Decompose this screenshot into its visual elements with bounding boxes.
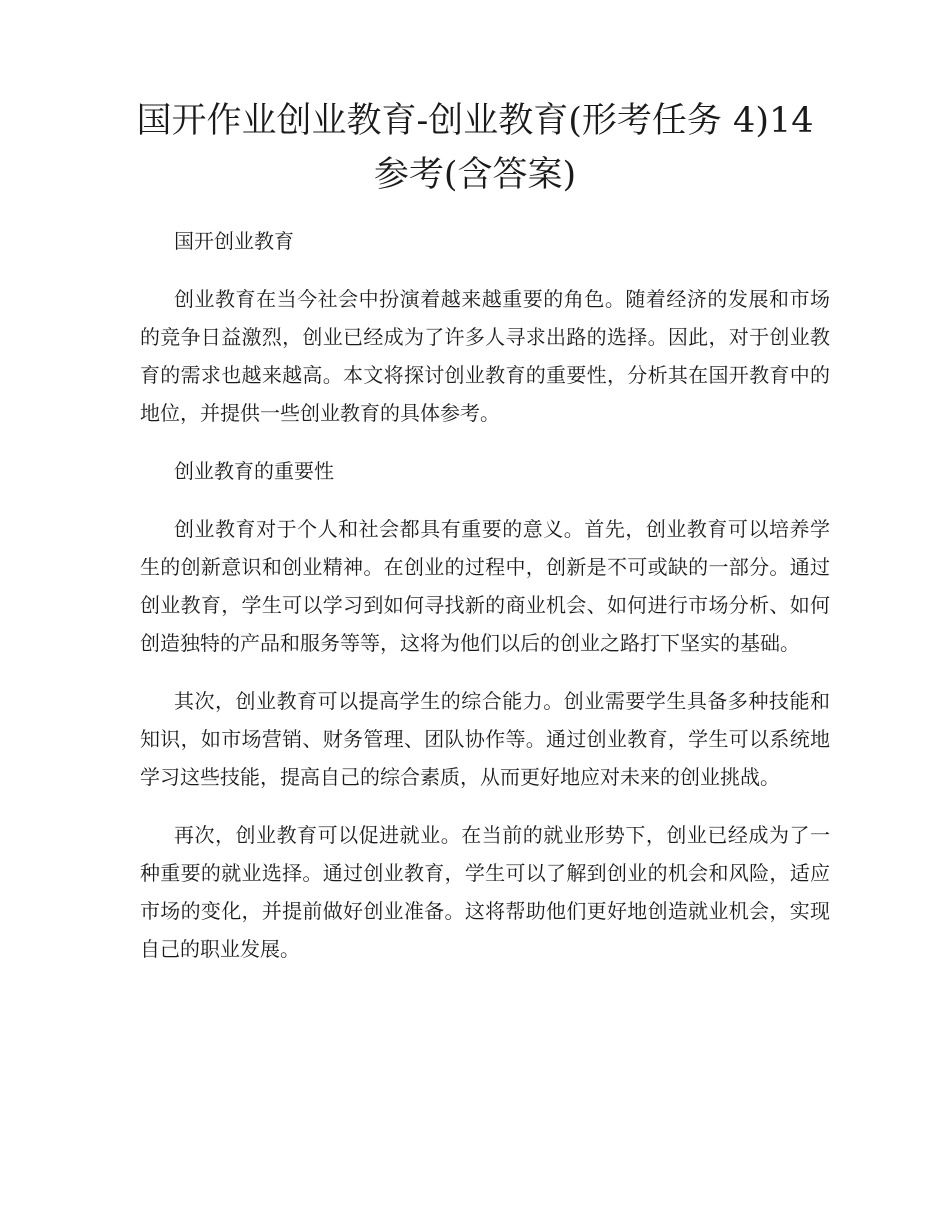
paragraph: 再次，创业教育可以促进就业。在当前的就业形势下，创业已经成为了一种重要的就业选择。通过创业教育，学生可以了解到创业的机会和风险，适应市场的变化，并提前做好创业准备。这将帮助他们更好地创造就业机会，实现自己的职业发展。 — [140, 823, 830, 961]
section-heading: 创业教育的重要性 — [174, 459, 334, 483]
document-body — [140, 222, 830, 988]
section-heading: 国开创业教育 — [174, 229, 294, 253]
paragraph: 其次，创业教育可以提高学生的综合能力。创业需要学生具备多种技能和知识，如市场营销、财务管理、团队协作等。通过创业教育，学生可以系统地学习这些技能，提高自己的综合素质，从而更好地应对未来的创业挑战。 — [140, 689, 830, 789]
document-title: 国开作业创业教育-创业教育(形考任务 4)14 参考(含答案) — [136, 101, 814, 195]
paragraph: 创业教育对于个人和社会都具有重要的意义。首先，创业教育可以培养学生的创新意识和创业精神。在创业的过程中，创新是不可或缺的一部分。通过创业教育，学生可以学习到如何寻找新的商业机会、如何进行市场分析、如何创造独特的产品和服务等等，这将为他们以后的创业之路打下坚实的基础。 — [140, 517, 830, 655]
paragraph: 创业教育在当今社会中扮演着越来越重要的角色。随着经济的发展和市场的竞争日益激烈，创业已经成为了许多人寻求出路的选择。因此，对于创业教育的需求也越来越高。本文将探讨创业教育的重要性，分析其在国开教育中的地位，并提供一些创业教育的具体参考。 — [140, 287, 830, 425]
